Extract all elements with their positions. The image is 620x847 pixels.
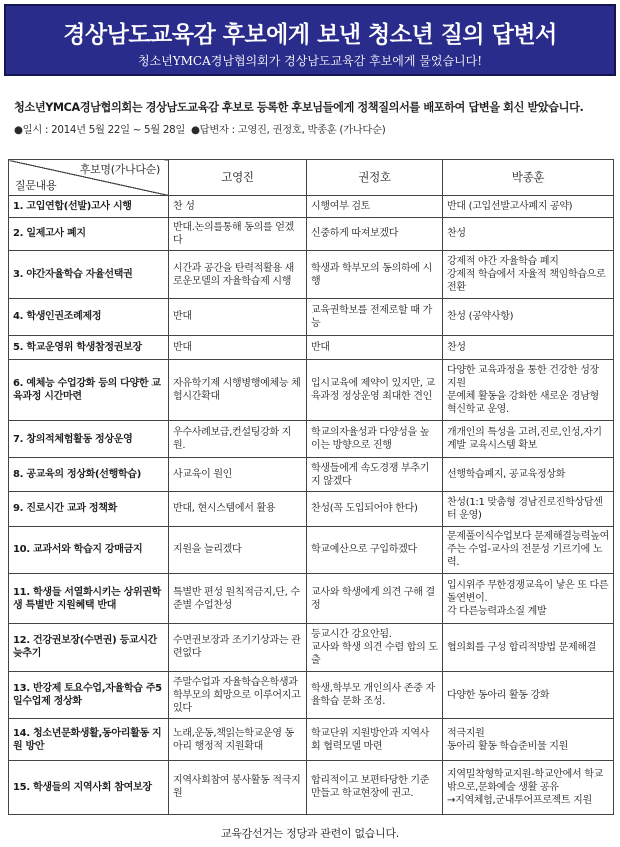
page-title: 경상남도교육감 후보에게 보낸 청소년 질의 답변서 (63, 22, 557, 48)
answer-cell-candidate-1: 반대 (169, 298, 307, 335)
question-cell: 5. 학교운영위 학생참정권보장 (9, 335, 169, 359)
answer-cell-candidate-3: 찬성 (공약사항) (443, 298, 614, 335)
table-row (9, 526, 614, 574)
answer-cell-candidate-2: 학교예산으로 구입하겠다 (307, 526, 443, 574)
answer-cell-candidate-1: 반대, 현시스템에서 활용 (169, 491, 307, 526)
table-row (9, 491, 614, 526)
answer-cell-candidate-1: 찬 성 (169, 196, 307, 218)
candidate-name-3: 박종훈 (443, 160, 614, 196)
answer-cell-candidate-2: 교사와 학생에게 의견 구해 결정 (307, 574, 443, 624)
answer-cell-candidate-1: 지역사회참여 봉사활동 적극지원 (169, 760, 307, 814)
answer-cell-candidate-2: 학교의자율성과 다양성을 높이는 방향으로 진행 (307, 421, 443, 458)
answer-cell-candidate-1: 반대.논의를통해 동의를 얻겠다 (169, 217, 307, 251)
answer-cell-candidate-1: 특별반 편성 원칙적금지,단, 수준별 수업찬성 (169, 574, 307, 624)
answer-cell-candidate-1: 자유학기제 시행병행예체능 체험시간확대 (169, 359, 307, 421)
title-banner (4, 4, 616, 76)
candidate-name-2: 권정호 (307, 160, 443, 196)
answer-cell-candidate-2: 학교단위 지원방안과 지역사회 협력모델 마련 (307, 719, 443, 760)
answer-cell-candidate-2: 교육권학보를 전제로할 때 가능 (307, 298, 443, 335)
answer-cell-candidate-2: 등교시간 강요안됨. 교사와 학생 의견 수렴 합의 도출 (307, 624, 443, 672)
answer-cell-candidate-1: 우수사례보급,컨설팅강화 지원. (169, 421, 307, 458)
question-cell: 1. 고입연합(선발)고사 시행 (9, 196, 169, 218)
respondents-info: ●답변자 : 고영진, 권정호, 박종훈 (가나다순) (191, 124, 386, 136)
answer-cell-candidate-2: 입시교육에 제약이 있지만, 교육과정 정상운영 최대한 견인 (307, 359, 443, 421)
intro-text: 청소년YMCA경남협의회는 경상남도교육감 후보로 등록한 후보님들에게 정책질의서를 배포하여 답변을 회신 받았습니다. (14, 101, 584, 114)
table-row (9, 251, 614, 299)
answer-cell-candidate-3: 강제적 야간 자율학습 폐지 강제적 학습에서 자율적 책임학습으로 전환 (443, 251, 614, 299)
table-row (9, 359, 614, 421)
table-row (9, 574, 614, 624)
answer-cell-candidate-1: 지원을 늘리겠다 (169, 526, 307, 574)
header-row (9, 160, 614, 196)
question-cell: 14. 청소년문화생활,동아리활동 지원 방안 (9, 719, 169, 760)
qa-table (8, 159, 614, 815)
table-row (9, 760, 614, 814)
answer-cell-candidate-1: 반대 (169, 335, 307, 359)
answer-cell-candidate-3: 찬성(1:1 맞춤형 경남진로진학상담센터 운영) (443, 491, 614, 526)
page-subtitle: 청소년YMCA경남협의회가 경상남도교육감 후보에게 물었습니다! (137, 54, 483, 68)
answer-cell-candidate-2: 반대 (307, 335, 443, 359)
answer-cell-candidate-2: 학생과 학부모의 동의하에 시행 (307, 251, 443, 299)
table-row (9, 719, 614, 760)
question-cell: 3. 야간자율학습 자율선택권 (9, 251, 169, 299)
answer-cell-candidate-3: 찬성 (443, 335, 614, 359)
answer-cell-candidate-3: 문제풀이식수업보다 문제해결능력높여 주는 수업-교사의 전문성 기르기에 노력. (443, 526, 614, 574)
meta-line (14, 121, 614, 136)
qa-table-body (9, 196, 614, 815)
question-cell: 13. 반강제 토요수업,자율학습 주5일수업제 정상화 (9, 671, 169, 719)
answer-cell-candidate-3: 지역밀착형학교지원-학교안에서 학교밖으로,문화예술 생활 공유 →지역체험,군내투어프로젝트 지원 (443, 760, 614, 814)
answer-cell-candidate-1: 사교육이 원인 (169, 458, 307, 492)
answer-cell-candidate-3: 적극지원 동아리 활동 학습준비물 지원 (443, 719, 614, 760)
question-cell: 12. 건강권보장(수면권) 등교시간 늦추기 (9, 624, 169, 672)
answer-cell-candidate-2: 학생들에게 속도경쟁 부추기지 않겠다 (307, 458, 443, 492)
footer-note: 교육감선거는 정당과 관련이 없습니다. (220, 827, 399, 840)
answer-cell-candidate-3: 다양한 동아리 활동 강화 (443, 671, 614, 719)
candidate-header-label: 후보명(가나다순) (79, 163, 160, 176)
answer-cell-candidate-2: 학생,학부모 개인의사 존중 자율학습 문화 조성. (307, 671, 443, 719)
answer-cell-candidate-3: 선행학습폐지, 공교육정상화 (443, 458, 614, 492)
question-cell: 7. 창의적체험활동 정상운영 (9, 421, 169, 458)
answer-cell-candidate-2: 합리적이고 보편타당한 기준만들고 학교현장에 권고. (307, 760, 443, 814)
header-corner-cell (9, 160, 169, 196)
table-row (9, 421, 614, 458)
answer-cell-candidate-3: 반대 (고입선발고사폐지 공약) (443, 196, 614, 218)
question-cell: 2. 일제고사 폐지 (9, 217, 169, 251)
table-row (9, 298, 614, 335)
question-cell: 11. 학생들 서열화시키는 상위권학생 특별반 지원혜택 반대 (9, 574, 169, 624)
question-cell: 10. 교과서와 학습지 강매금지 (9, 526, 169, 574)
answer-cell-candidate-1: 노래,운동,책읽는학교운영 동아리 행정적 지원확대 (169, 719, 307, 760)
answer-cell-candidate-2: 신중하게 따져보겠다 (307, 217, 443, 251)
question-header-label: 질문내용 (15, 179, 57, 192)
question-cell: 15. 학생들의 지역사회 참여보장 (9, 760, 169, 814)
table-row (9, 458, 614, 492)
table-row (9, 671, 614, 719)
question-cell: 4. 학생인권조례제정 (9, 298, 169, 335)
answer-cell-candidate-3: 개개인의 특성을 고려,진로,인성,자기계발 교육시스템 확보 (443, 421, 614, 458)
answer-cell-candidate-1: 주말수업과 자율학습은학생과 학부모의 희망으로 이루어지고 있다 (169, 671, 307, 719)
question-cell: 6. 예체능 수업강화 등의 다양한 교육과정 시간마련 (9, 359, 169, 421)
question-cell: 8. 공교육의 정상화(선행학습) (9, 458, 169, 492)
answer-cell-candidate-3: 협의회를 구성 합리적방법 문제해결 (443, 624, 614, 672)
answer-cell-candidate-1: 시간과 공간을 탄력적활용 새로운모델의 자율학습제 시행 (169, 251, 307, 299)
date-info: ●일시 : 2014년 5월 22일 ~ 5월 28일 (14, 124, 186, 136)
table-row (9, 196, 614, 218)
answer-cell-candidate-3: 다양한 교육과정을 통한 건강한 성장 지원 문예체 활동을 강화한 새로운 경남형 혁신학교 운영. (443, 359, 614, 421)
table-row (9, 217, 614, 251)
question-cell: 9. 진로시간 교과 정책화 (9, 491, 169, 526)
candidate-name-1: 고영진 (169, 160, 307, 196)
answer-cell-candidate-1: 수면권보장과 조기기상과는 관련없다 (169, 624, 307, 672)
table-row (9, 335, 614, 359)
answer-cell-candidate-2: 시행여부 검토 (307, 196, 443, 218)
answer-cell-candidate-3: 찬성 (443, 217, 614, 251)
answer-cell-candidate-2: 찬성(꼭 도입되어야 한다) (307, 491, 443, 526)
table-row (9, 624, 614, 672)
answer-cell-candidate-3: 입시위주 무한경쟁교육이 낳은 또 다른 돌연변이. 각 다른능력과소질 계발 (443, 574, 614, 624)
